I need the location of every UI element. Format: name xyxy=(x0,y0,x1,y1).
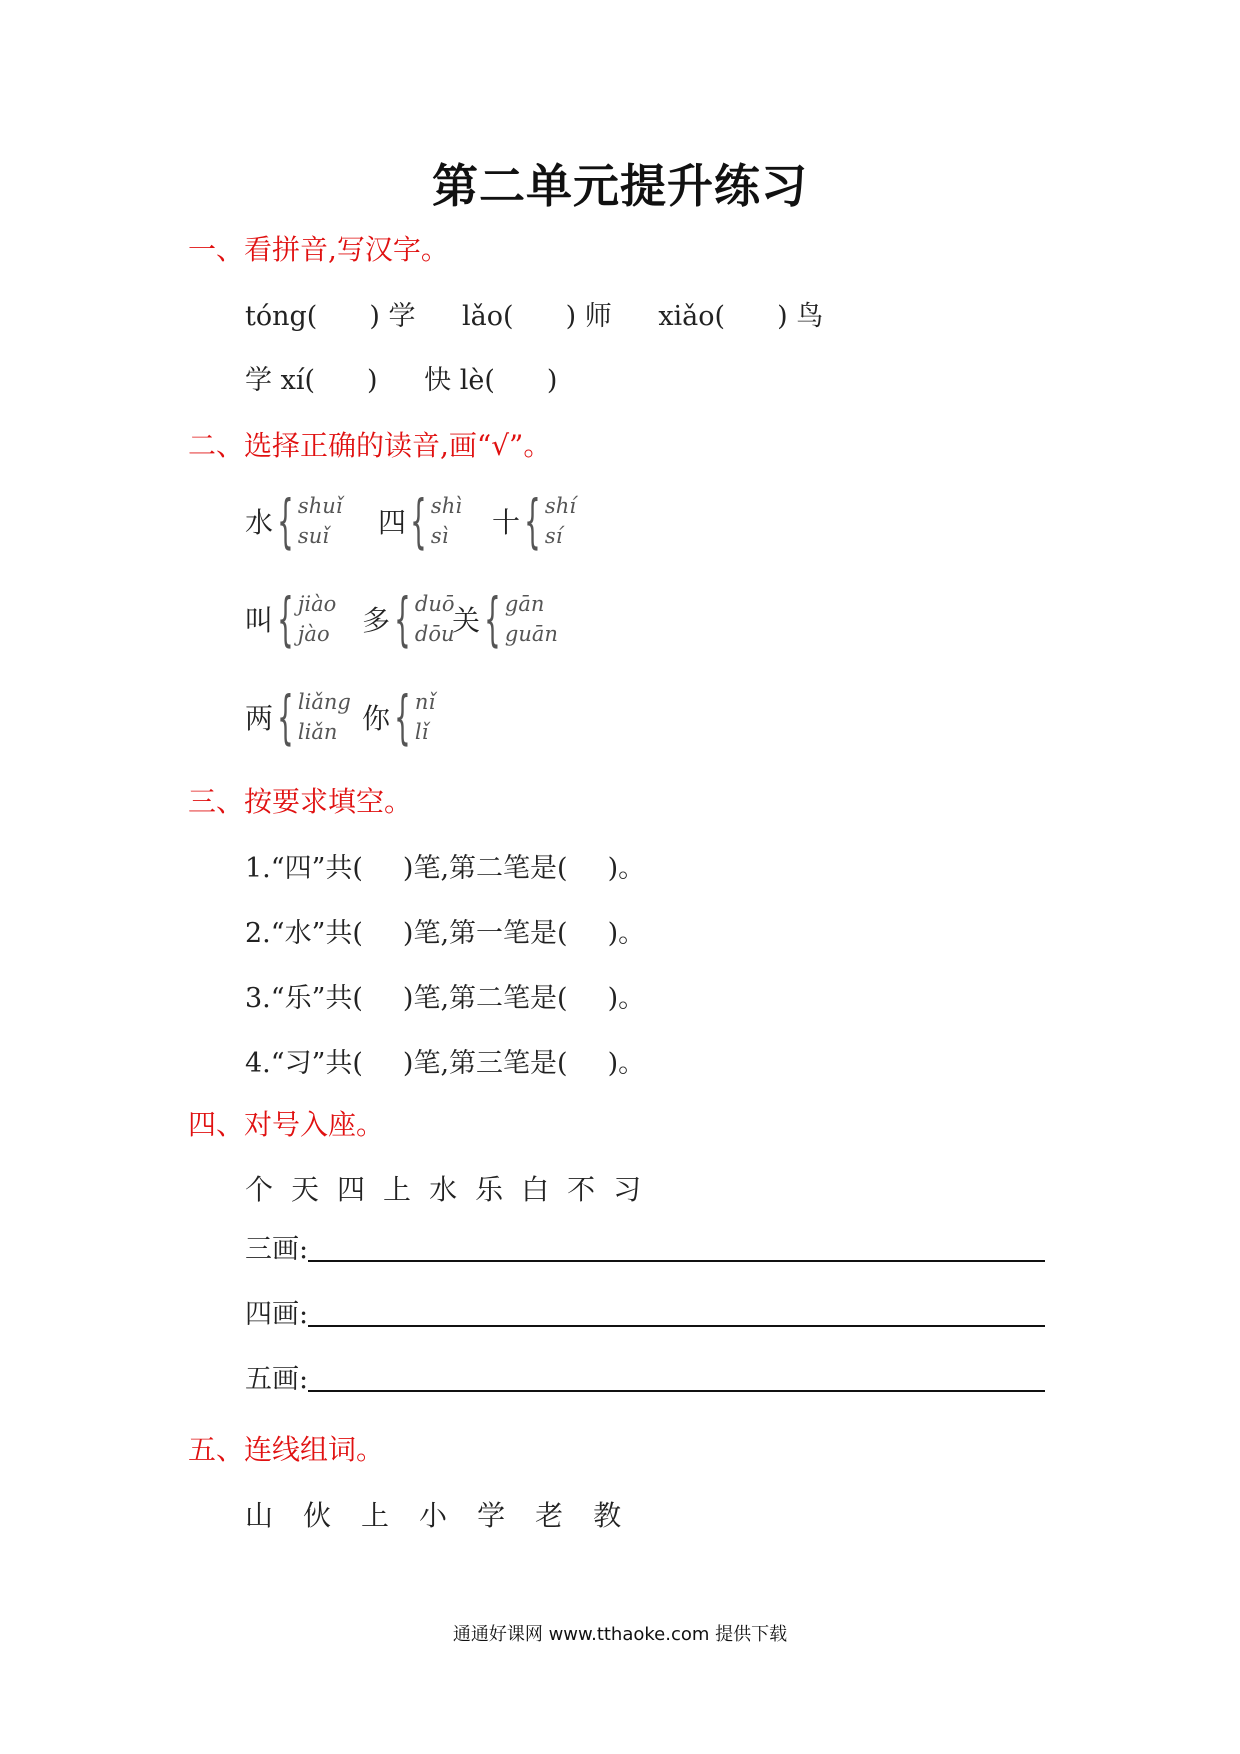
option-a[interactable]: nǐ xyxy=(414,690,436,714)
page-title: 第二单元提升练习 xyxy=(432,159,808,213)
option-a[interactable]: jiào xyxy=(297,592,337,616)
pinyin-item: lǎo( ) 师 xyxy=(462,301,612,332)
fill-item: 1.“四”共( )笔,第二笔是( )。 xyxy=(245,853,646,884)
footer-credit: 通通好课网 www.tthaoke.com 提供下载 xyxy=(452,1624,788,1645)
hanzi: 四 xyxy=(378,506,407,539)
hanzi: 十 xyxy=(492,506,521,539)
reading-choice[interactable] xyxy=(245,683,351,751)
stroke-row-five: 五画: xyxy=(245,1356,1045,1396)
char: 水 xyxy=(429,1173,458,1206)
section-2-heading: 二、选择正确的读音,画“√”。 xyxy=(188,429,552,462)
stroke-row-three: 三画: xyxy=(245,1226,1045,1266)
hanzi: 鸟 xyxy=(796,301,824,332)
reading-choice[interactable] xyxy=(245,487,343,555)
s1-row-2 xyxy=(245,358,595,397)
pinyin-item: tóng( ) 学 xyxy=(245,301,416,332)
brace-icon: { xyxy=(277,487,294,555)
hanzi: 师 xyxy=(584,301,612,332)
option-a[interactable]: shì xyxy=(430,494,462,518)
char[interactable]: 教 xyxy=(593,1499,622,1532)
s1-row-1 xyxy=(245,294,861,333)
char: 习 xyxy=(613,1173,642,1206)
reading-choice[interactable] xyxy=(362,585,455,653)
brace-icon: { xyxy=(394,683,411,751)
option-a[interactable]: shuǐ xyxy=(297,494,343,518)
brace-icon: { xyxy=(484,585,501,653)
brace-icon: { xyxy=(524,487,541,555)
reading-choice[interactable] xyxy=(378,487,462,555)
reading-choice[interactable] xyxy=(452,585,558,653)
char: 不 xyxy=(567,1173,596,1206)
pinyin: xiǎo( xyxy=(658,301,726,332)
fill-item: 3.“乐”共( )笔,第二笔是( )。 xyxy=(245,983,646,1014)
hanzi: 学 xyxy=(388,301,416,332)
option-b[interactable]: liǎn xyxy=(297,720,338,744)
hanzi: 关 xyxy=(452,604,481,637)
char[interactable]: 老 xyxy=(535,1499,564,1532)
hanzi: 快 xyxy=(424,365,452,396)
char[interactable]: 上 xyxy=(361,1499,390,1532)
section-4-heading: 四、对号入座。 xyxy=(188,1108,385,1141)
option-a[interactable]: gān xyxy=(504,592,545,616)
hanzi: 水 xyxy=(245,506,274,539)
option-b[interactable]: suǐ xyxy=(297,524,329,548)
option-a[interactable]: shí xyxy=(544,494,576,518)
char: 天 xyxy=(291,1173,320,1206)
pinyin: tóng( xyxy=(245,301,318,332)
option-b[interactable]: sì xyxy=(430,524,449,548)
char[interactable]: 山 xyxy=(245,1499,274,1532)
pinyin-item: 快 lè( ) xyxy=(424,365,558,396)
option-a[interactable]: liǎng xyxy=(297,690,351,714)
char[interactable]: 伙 xyxy=(303,1499,332,1532)
brace-icon: { xyxy=(394,585,411,653)
reading-choice[interactable] xyxy=(362,683,436,751)
section-5-heading: 五、连线组词。 xyxy=(188,1433,385,1466)
char: 白 xyxy=(521,1173,550,1206)
char: 个 xyxy=(245,1173,274,1206)
character-bank xyxy=(245,1168,659,1208)
pinyin: xí( xyxy=(280,365,315,396)
char: 乐 xyxy=(475,1173,504,1206)
option-b[interactable]: jào xyxy=(297,622,330,646)
answer-line[interactable] xyxy=(308,1324,1045,1327)
fill-item: 4.“习”共( )笔,第三笔是( )。 xyxy=(245,1048,646,1079)
fill-item: 2.“水”共( )笔,第一笔是( )。 xyxy=(245,918,646,949)
brace-icon: { xyxy=(410,487,427,555)
section-1-heading: 一、看拼音,写汉字。 xyxy=(188,233,449,266)
pinyin-item: 学 xí( ) xyxy=(245,365,378,396)
option-b[interactable]: lǐ xyxy=(414,720,429,744)
answer-line[interactable] xyxy=(308,1389,1045,1392)
option-b[interactable]: sí xyxy=(544,524,563,548)
pinyin: lè( xyxy=(459,365,495,396)
brace-icon: { xyxy=(277,683,294,751)
char[interactable]: 小 xyxy=(419,1499,448,1532)
brace-icon: { xyxy=(277,585,294,653)
reading-choice[interactable] xyxy=(492,487,576,555)
reading-choice[interactable] xyxy=(245,585,337,653)
pinyin: lǎo( xyxy=(462,301,514,332)
hanzi: 叫 xyxy=(245,604,274,637)
char: 四 xyxy=(337,1173,366,1206)
option-b[interactable]: guān xyxy=(504,622,558,646)
stroke-row-four: 四画: xyxy=(245,1291,1045,1331)
hanzi: 多 xyxy=(362,604,391,637)
hanzi: 你 xyxy=(362,702,391,735)
char[interactable]: 学 xyxy=(477,1499,506,1532)
answer-line[interactable] xyxy=(308,1259,1045,1262)
option-a[interactable]: duō xyxy=(414,592,455,616)
word-link-chars xyxy=(245,1494,651,1534)
char: 上 xyxy=(383,1173,412,1206)
hanzi: 两 xyxy=(245,702,274,735)
pinyin-item: xiǎo( ) 鸟 xyxy=(658,301,824,332)
hanzi: 学 xyxy=(245,365,272,396)
section-3-heading: 三、按要求填空。 xyxy=(188,785,413,818)
option-b[interactable]: dōu xyxy=(414,622,455,646)
